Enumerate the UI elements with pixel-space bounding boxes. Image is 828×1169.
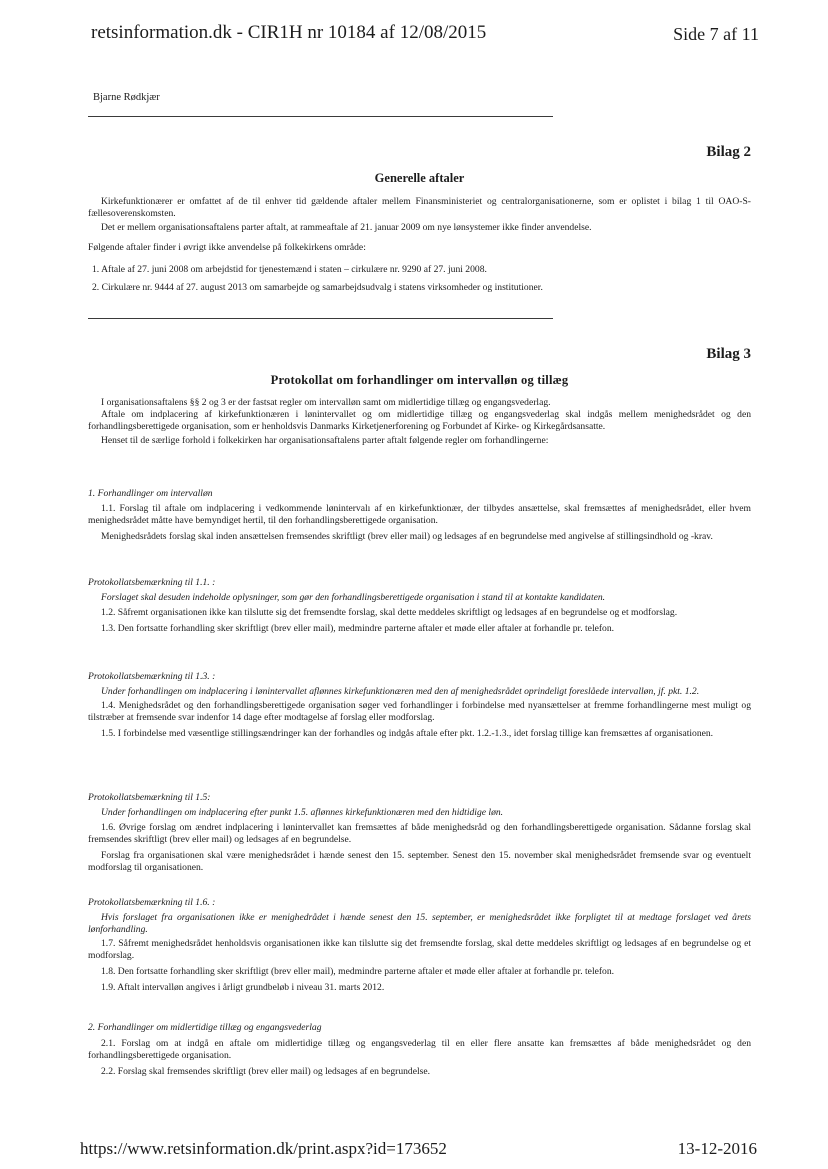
paragraph: 1.7. Såfremt menighedsrådet henholdsvis organisationen ikke kan tilslutte sig det fremsendte forslag, skal dette meddeles skriftligt og ledsages af en begrundelse og et modforslag.	[88, 938, 751, 961]
paragraph: I organisationsaftalens §§ 2 og 3 er der fastsat regler om intervalløn samt om midlertidige tillæg og engangsvederlag.	[101, 397, 551, 408]
list-item-text: Cirkulære nr. 9444 af 27. august 2013 om samarbejde og samarbejdsudvalg i statens virksomheder og institutioner.	[101, 282, 543, 293]
note-1-1	[88, 577, 751, 635]
paragraph: 1.9. Aftalt intervalløn angives i årligt grundbeløb i niveau 31. marts 2012.	[101, 982, 385, 993]
paragraph: Aftale om indplacering af kirkefunktionæren i lønintervallet og om midlertidige tillæg og engangsvederlag skal indgås mellem menighedsrådet og den forhandlingsberettigede organisation, som er henholdsvis Danmarks Kirketjenerforening og Forbundet af Kirke- og Kirkegårdsansatte.	[88, 409, 751, 432]
note-text: Forslaget skal desuden indeholde oplysninger, som gør den forhandlingsberettigede organisation i stand til at kontakte kandidaten.	[101, 592, 606, 603]
footer-date: 13-12-2016	[677, 1139, 757, 1158]
paragraph: Kirkefunktionærer er omfattet af de til enhver tid gældende aftaler mellem Finansministeriet og centralorganisationerne, som er oplistet i bilag 1 til OAO-S-fællesoverenskomsten.	[88, 196, 751, 219]
section-heading: 1. Forhandlinger om intervalløn	[88, 488, 213, 499]
page-header-source: retsinformation.dk - CIR1H nr 10184 af 12/08/2015	[91, 22, 487, 43]
note-text: Under forhandlingen om indplacering efter punkt 1.5. aflønnes kirkefunktionæren med den hidtidige løn.	[101, 807, 504, 818]
section-2	[88, 1022, 751, 1078]
section-heading: 2. Forhandlinger om midlertidige tillæg og engangsvederlag	[88, 1022, 322, 1033]
list-item	[92, 264, 751, 276]
paragraph: Menighedsrådets forslag skal inden ansættelsen fremsendes skriftligt (brev eller mail) og ledsages af en begrundelse med angivelse af stillingsindhold og -krav.	[101, 531, 713, 542]
note-1-5	[88, 792, 751, 874]
bilag-2-title: Generelle aftaler	[374, 171, 465, 185]
paragraph: 2.1. Forslag om at indgå en aftale om midlertidige tillæg og engangsvederlag til en eller flere ansatte kan fremsættes af både menighedsrådet og den forhandlingsberettigede organisation.	[88, 1038, 751, 1061]
paragraph: Henset til de særlige forhold i folkekirken har organisationsaftalens parter aftalt følgende regler om forhandlingerne:	[101, 435, 549, 446]
page-number: Side 7 af 11	[673, 24, 759, 44]
footer-url: https://www.retsinformation.dk/print.aspx?id=173652	[80, 1139, 447, 1158]
divider	[88, 318, 553, 319]
bilag-2-label: Bilag 2	[706, 144, 751, 160]
note-1-3	[88, 671, 751, 740]
paragraph: 1.6. Øvrige forslag om ændret indplacering i lønintervallet kan fremsættes af både menighedsråd og den forhandlingsberettigede organisation. Sådanne forslag skal fremsendes skriftligt (brev eller mail) og ledsages af en begrundelse.	[88, 822, 751, 845]
bilag-2-body	[88, 196, 751, 300]
paragraph: Det er mellem organisationsaftalens parter aftalt, at rammeaftale af 21. januar 2009 om nye lønsystemer ikke finder anvendelse.	[101, 222, 592, 233]
divider	[88, 116, 553, 117]
paragraph: 1.1. Forslag til aftale om indplacering i vedkommende lønintervalı af en kirkefunktionær, der tilbydes ansættelse, skal fremsættes af menighedsrådet, eller hvem menighedsrådet måtte have bemyndiget hertil, til den forhandlingsberettigede organisation.	[88, 503, 751, 526]
bilag-3-label: Bilag 3	[706, 346, 751, 362]
note-heading: Protokollatsbemærkning til 1.1. :	[88, 577, 216, 588]
list-item-text: Aftale af 27. juni 2008 om arbejdstid for tjenestemænd i staten – cirkulære nr. 9290 af 27. juni 2008.	[101, 264, 487, 275]
paragraph: 2.2. Forslag skal fremsendes skriftligt (brev eller mail) og ledsages af en begrundelse.	[101, 1066, 431, 1077]
note-1-6	[88, 897, 751, 994]
paragraph: 1.4. Menighedsrådet og den forhandlingsberettigede organisation søger ved forhandlinger i forbindelse med nyansættelser at fremme forhandlingerne mest muligt og tilstræber at fremsende svar indenfor 14 dage efter modtagelse af forslag eller modforslag.	[88, 700, 751, 723]
note-heading: Protokollatsbemærkning til 1.6. :	[88, 897, 216, 908]
note-heading: Protokollatsbemærkning til 1.3. :	[88, 671, 216, 682]
signer-name: Bjarne Rødkjær	[93, 92, 160, 103]
paragraph: 1.2. Såfremt organisationen ikke kan tilslutte sig det fremsendte forslag, skal dette meddeles skriftligt og ledsages af en begrundelse og et modforslag.	[101, 607, 678, 618]
bilag-3-title: Protokollat om forhandlinger om intervalløn og tillæg	[270, 373, 569, 387]
paragraph: 1.3. Den fortsatte forhandling sker skriftligt (brev eller mail), medmindre parterne aftaler et møde eller aftaler at forhandle pr. telefon.	[101, 623, 615, 634]
paragraph: Forslag fra organisationen skal være menighedsrådet i hænde senest den 15. september. Senest den 15. november skal menighedsrådet fremsende svar og eventuelt modforslag til organisationen.	[88, 850, 751, 873]
section-1	[88, 488, 751, 543]
paragraph: 1.8. Den fortsatte forhandling sker skriftligt (brev eller mail), medmindre parterne aftaler et møde eller aftaler at forhandle pr. telefon.	[101, 966, 615, 977]
paragraph: 1.5. I forbindelse med væsentlige stillingsændringer kan der forhandles og indgås aftale efter pkt. 1.2.-1.3., idet forslag tillige kan fremsættes af organisationen.	[101, 728, 714, 739]
paragraph: Følgende aftaler finder i øvrigt ikke anvendelse på folkekirkens område:	[88, 242, 366, 253]
agreement-list	[88, 264, 751, 294]
list-item-number: 2.	[92, 282, 100, 293]
note-text: Hvis forslaget fra organisationen ikke er menighedrådet i hænde senest den 15. september, er menighedsrådet ikke forpligtet til at medtage forslaget ved årets lønforhandling.	[88, 912, 751, 935]
note-heading: Protokollatsbemærkning til 1.5:	[88, 792, 211, 803]
bilag-3-intro	[88, 397, 751, 447]
list-item	[92, 282, 751, 294]
note-text: Under forhandlingen om indplacering i lønintervallet aflønnes kirkefunktionæren med den af menighedsrådet oprindeligt foreslåede intervalløn, jf. pkt. 1.2.	[101, 686, 700, 697]
list-item-number: 1.	[92, 264, 100, 275]
